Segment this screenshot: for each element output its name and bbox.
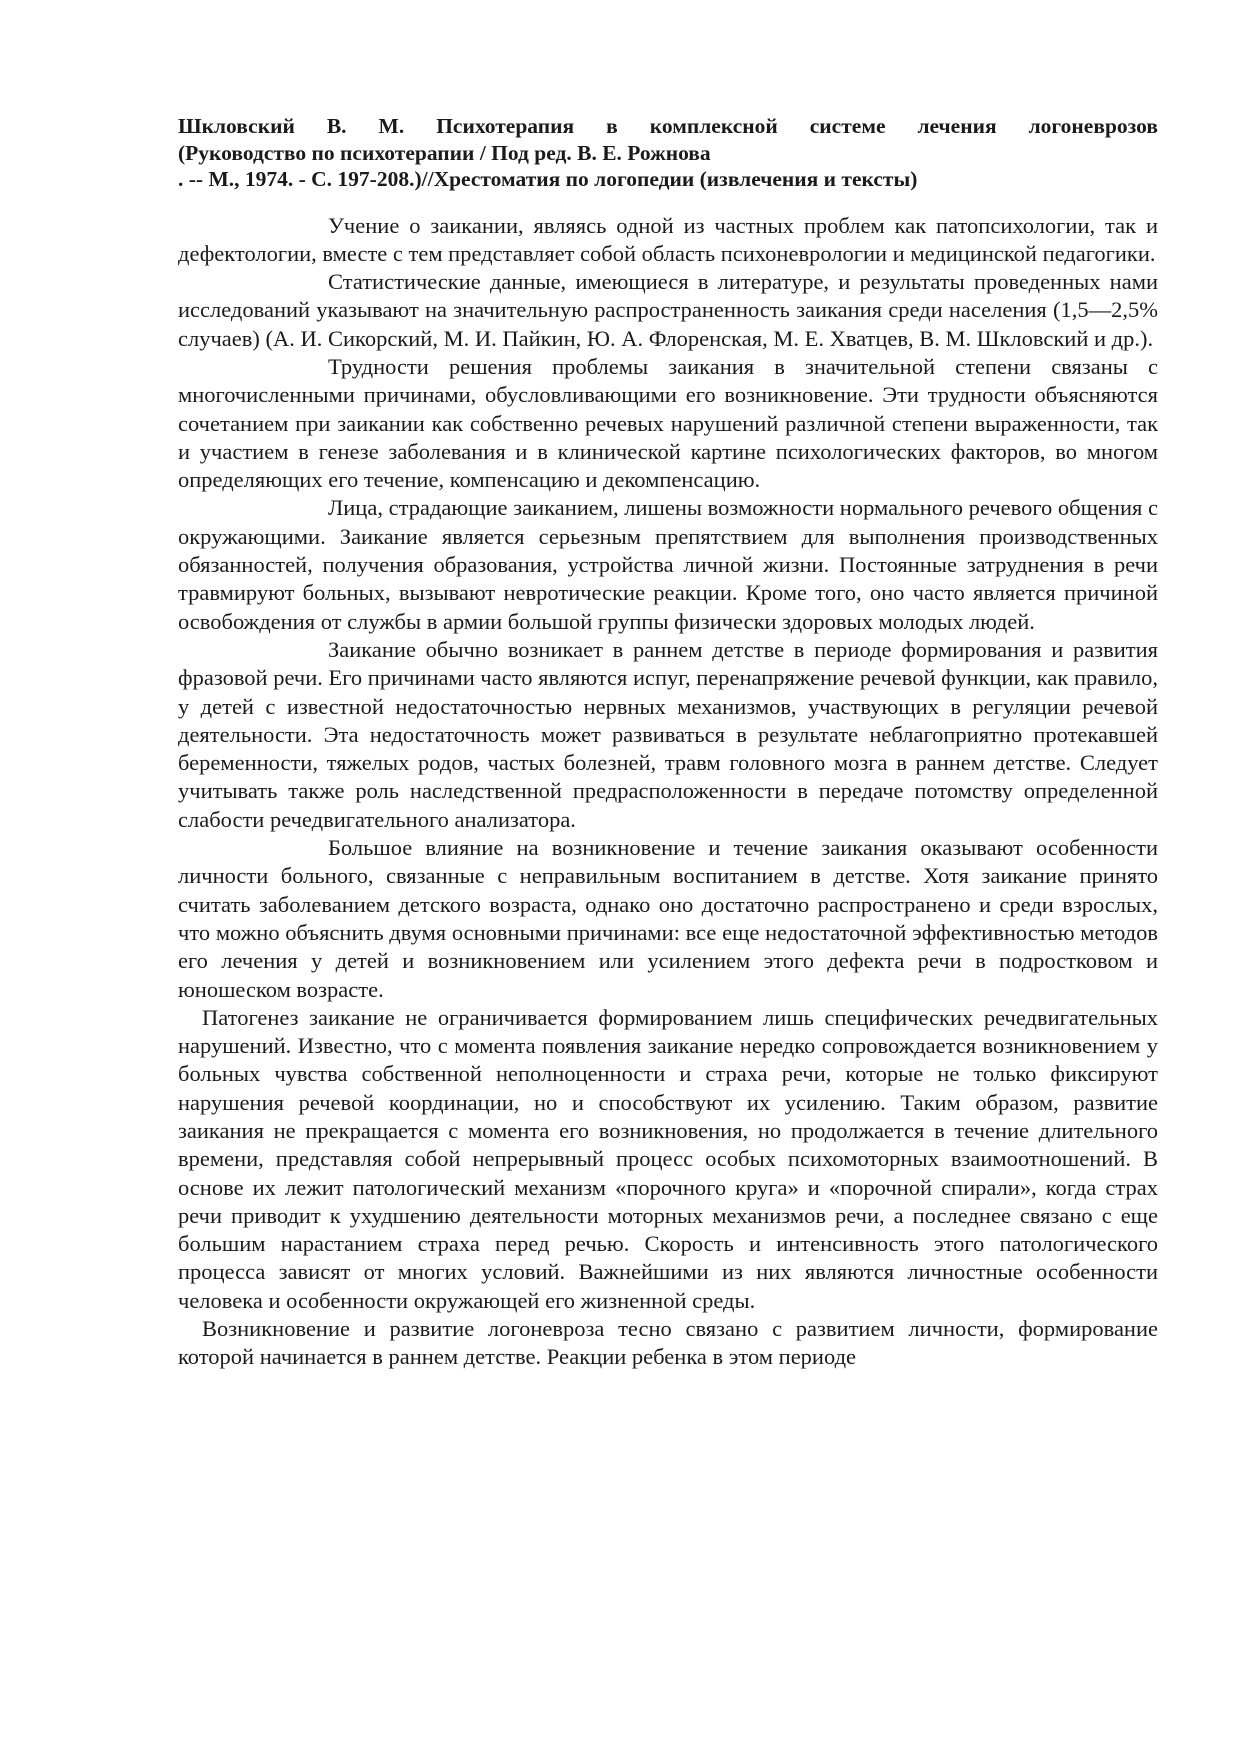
body-paragraph: Патогенез заикание не ограничивается формированием лишь специфических речедвигательных нарушений. Известно, что с момента появления заикание нередко сопровождается возникновением у больных чувства собственной неполноценности и страха речи, которые не только фиксируют нарушения речевой координации, но и способствуют их усилению. Таким образом, развитие заикания не прекращается с момента его возникновения, но продолжается в течение длительного времени, представляя собой непрерывный процесс особых психомоторных взаимоотношений. В основе их лежит патологический механизм «порочного круга» и «порочной спирали», когда страх речи приводит к ухудшению деятельности моторных механизмов речи, а последнее связано с еще большим нарастанием страха перед речью. Скорость и интенсивность этого патологического процесса зависят от многих условий. Важнейшими из них являются личностные особенности человека и особенности окружающей его жизненной среды. [178, 1004, 1158, 1313]
body-paragraph: Трудности решения проблемы заикания в значительной степени связаны с многочисленными причинами, обусловливающими его возникновение. Эти трудности объясняются сочетанием при заикании как собственно речевых нарушений различной степени выраженности, так и участием в генезе заболевания и в клинической картине психологических факторов, во многом определяющих его течение, компенсацию и декомпенсацию. [178, 353, 1158, 493]
body-paragraph: Статистические данные, имеющиеся в литературе, и результаты проведенных нами исследований указывают на значительную распространенность заикания среди населения (1,5—2,5% случаев) (А. И. Сикорский, М. И. Пайкин, Ю. А. Флоренская, М. Е. Хватцев, В. М. Шкловский и др.). [178, 269, 1158, 351]
heading-line: . -- М., 1974. - С. 197-208.)//Хрестоматия по логопедии (извлечения и тексты) [178, 167, 918, 191]
heading-line: Шкловский В. М. Психотерапия в комплексной системе лечения логоневрозов [178, 114, 1158, 138]
body-paragraph: Заикание обычно возникает в раннем детстве в периоде формирования и развития фразовой речи. Его причинами часто являются испуг, перенапряжение речевой функции, как правило, у детей с известной недостаточностью нервных механизмов, участвующих в регуляции речевой деятельности. Эта недостаточность может развиваться в результате неблагоприятно протекавшей беременности, тяжелых родов, частых болезней, травм головного мозга в раннем детстве. Следует учитывать также роль наследственной предрасположенности в передаче потомству определенной слабости речедвигательного анализатора. [178, 636, 1158, 832]
document-heading [178, 113, 1158, 193]
body-paragraph: Лица, страдающие заиканием, лишены возможности нормального речевого общения с окружающими. Заикание является серьезным препятствием для выполнения производственных обязанностей, получения образования, устройства личной жизни. Постоянные затруднения в речи травмируют больных, вызывают невротические реакции. Кроме того, оно часто является причиной освобождения от службы в армии большой группы физически здоровых молодых людей. [178, 495, 1158, 634]
body-paragraph: Большое влияние на возникновение и течение заикания оказывают особенности личности больного, связанные с неправильным воспитанием в детстве. Хотя заикание принято считать заболеванием детского возраста, однако оно достаточно распространено и среди взрослых, что можно объяснить двумя основными причинами: все еще недостаточной эффективностью методов его лечения у детей и возникновением или усилением этого дефекта речи в подростковом и юношеском возрасте. [178, 835, 1158, 1002]
document-page [178, 113, 1158, 1372]
body-paragraph: Учение о заикании, являясь одной из частных проблем как патопсихологии, так и дефектологии, вместе с тем представляет собой область психоневрологии и медицинской педагогики. [178, 212, 1158, 266]
body-paragraph: Возникновение и развитие логоневроза тесно связано с развитием личности, формирование которой начинается в раннем детстве. Реакции ребенка в этом периоде [178, 1316, 1158, 1370]
heading-line: (Руководство по психотерапии / Под ред. В. Е. Рожнова [178, 140, 711, 165]
